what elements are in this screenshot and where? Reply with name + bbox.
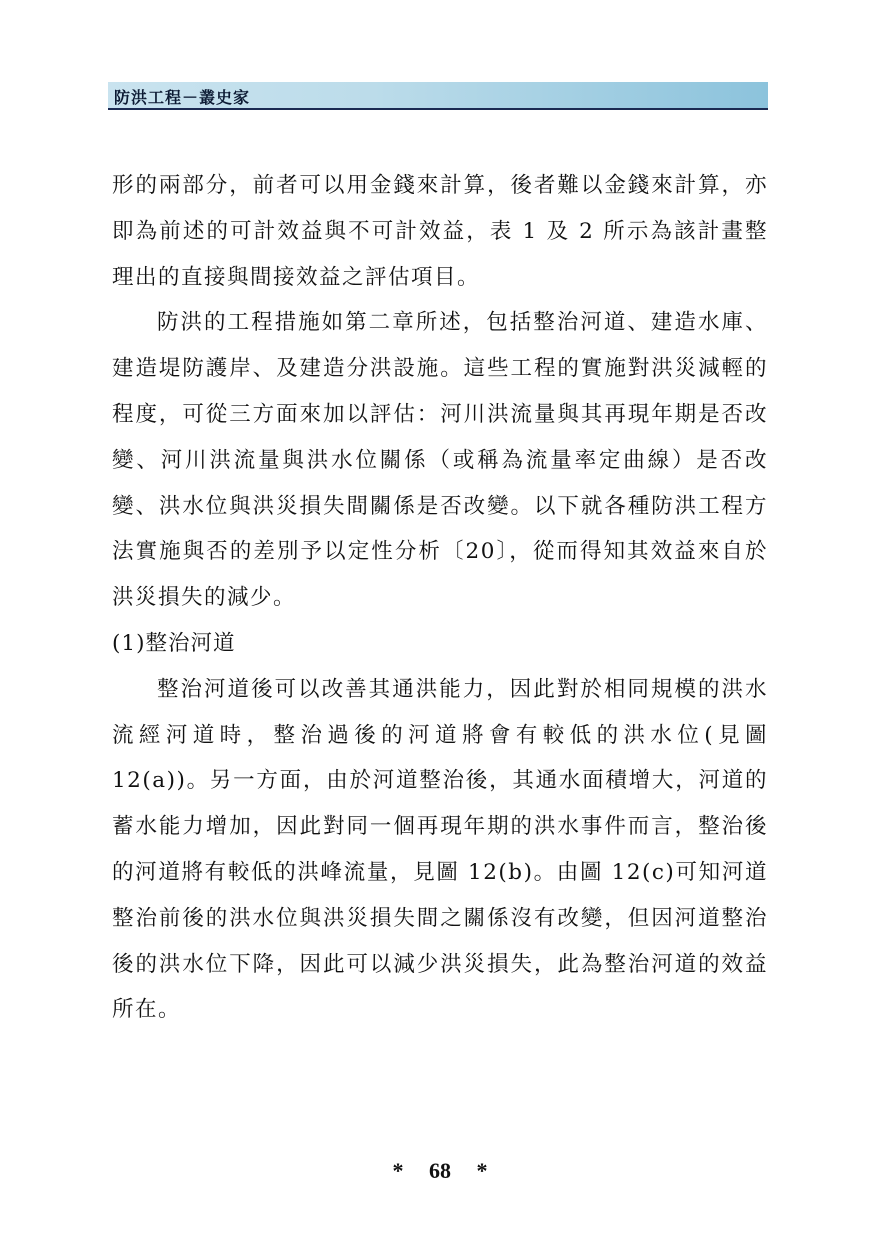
section-heading-river-regulation: (1)整治河道 <box>112 630 236 656</box>
body-paragraph-1: 形的兩部分，前者可以用金錢來計算，後者難以金錢來計算，亦即為前述的可計效益與不可計效益，表 1 及 2 所示為該計畫整理出的直接與間接效益之評估項目。 <box>112 173 768 290</box>
running-header-title: 防洪工程－叢史家 <box>114 88 251 107</box>
page-footer <box>0 1158 880 1184</box>
page-body <box>112 163 768 1033</box>
page-number: 68 <box>429 1158 451 1183</box>
footer-right-mark: * <box>476 1158 488 1183</box>
footer-left-mark: * <box>392 1158 404 1183</box>
running-header-band <box>108 82 768 110</box>
body-paragraph-2: 防洪的工程措施如第二章所述，包括整治河道、建造水庫、建造堤防護岸、及建造分洪設施。這些工程的實施對洪災減輕的程度，可從三方面來加以評估：河川洪流量與其再現年期是否改變、河川洪流量與洪水位關係（或稱為流量率定曲線）是否改變、洪水位與洪災損失間關係是否改變。以下就各種防洪工程方法實施與否的差別予以定性分析〔20〕，從而得知其效益來自於洪災損失的減少。 <box>112 310 768 611</box>
body-paragraph-3: 整治河道後可以改善其通洪能力，因此對於相同規模的洪水流經河道時，整治過後的河道將會有較低的洪水位(見圖 12(a))。另一方面，由於河道整治後，其通水面積增大，河道的蓄水能力增加，因此對同一個再現年期的洪水事件而言，整治後的河道將有較低的洪峰流量，見圖 12(b)。由圖 12(c)可知河道整治前後的洪水位與洪災損失間之關係沒有改變，但因河道整治後的洪水位下降，因此可以減少洪災損失，此為整治河道的效益所在。 <box>112 676 768 1023</box>
